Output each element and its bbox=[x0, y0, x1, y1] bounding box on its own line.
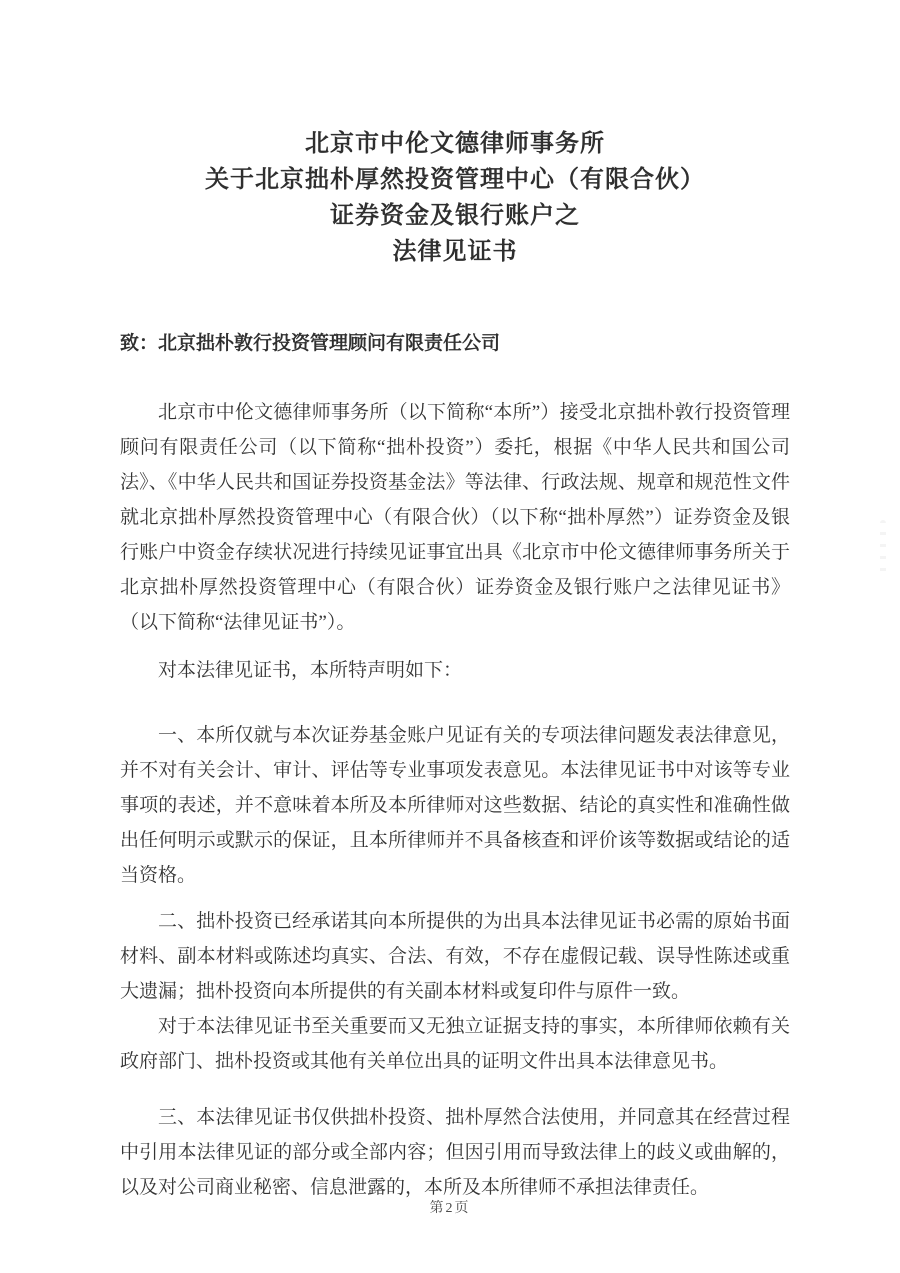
declaration-2: 二、拙朴投资已经承诺其向本所提供的为出具本法律见证书必需的原始书面材料、副本材料或陈述均真实、合法、有效，不存在虚假记载、误导性陈述或重大遗漏；拙朴投资向本所提供的有关副本材料或复印件与原件一致。 bbox=[120, 911, 790, 1002]
declaration-2-supplement: 对于本法律见证书至关重要而又无独立证据支持的事实，本所律师依赖有关政府部门、拙朴投资或其他有关单位出具的证明文件出具本法律意见书。 bbox=[120, 1016, 790, 1072]
statement-lead: 对本法律见证书，本所特声明如下： bbox=[158, 660, 463, 681]
title-line-firm: 北京市中伦文德律师事务所 bbox=[305, 131, 605, 157]
document-content bbox=[120, 126, 790, 1205]
scan-edge-artifact bbox=[880, 520, 886, 580]
title-line-subject: 关于北京拙朴厚然投资管理中心（有限合伙） bbox=[205, 167, 705, 193]
addressee-line: 致：北京拙朴敦行投资管理顾问有限责任公司 bbox=[120, 333, 501, 354]
document-title bbox=[120, 126, 790, 270]
title-line-doctype: 法律见证书 bbox=[392, 239, 518, 265]
declaration-3: 三、本法律见证书仅供拙朴投资、拙朴厚然合法使用，并同意其在经营过程中引用本法律见证的部分或全部内容；但因引用而导致法律上的歧义或曲解的，以及对公司商业秘密、信息泄露的，本所及本所律师不承担法律责任。 bbox=[120, 1107, 790, 1198]
title-line-scope: 证券资金及银行账户之 bbox=[330, 203, 580, 229]
page-number: 第2页 bbox=[429, 1201, 471, 1216]
intro-paragraph: 北京市中伦文德律师事务所（以下简称“本所”）接受北京拙朴敦行投资管理顾问有限责任公司（以下简称“拙朴投资”）委托，根据《中华人民共和国公司法》、《中华人民共和国证券投资基金法》等法律、行政法规、规章和规范性文件就北京拙朴厚然投资管理中心（有限合伙）（以下称“拙朴厚然”）证券资金及银行账户中资金存续状况进行持续见证事宜出具《北京市中伦文德律师事务所关于北京拙朴厚然投资管理中心（有限合伙）证券资金及银行账户之法律见证书》（以下简称“法律见证书”）。 bbox=[120, 402, 790, 633]
declaration-1: 一、本所仅就与本次证券基金账户见证有关的专项法律问题发表法律意见，并不对有关会计、审计、评估等专业事项发表意见。本法律见证书中对该等专业事项的表述，并不意味着本所及本所律师对这些数据、结论的真实性和准确性做出任何明示或默示的保证，且本所律师并不具备核查和评价该等数据或结论的适当资格。 bbox=[120, 725, 790, 886]
